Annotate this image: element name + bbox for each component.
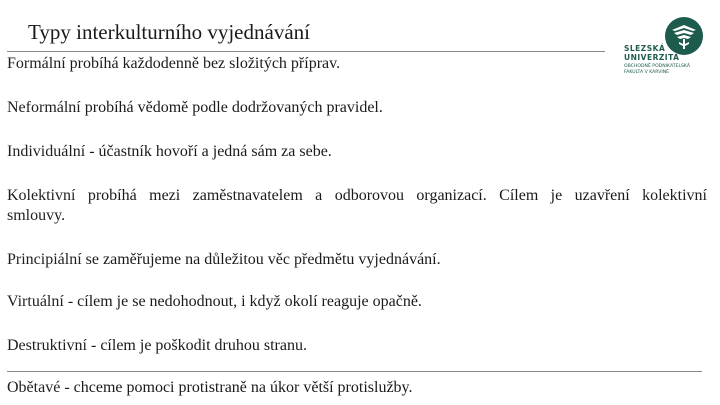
logo-sub-line-2: FAKULTA V KARVINÉ	[624, 70, 670, 75]
item-text: probíhá vědomě podle dodržovaných pravidel.	[80, 99, 383, 116]
item-text: probíhá mezi zaměstnavatelem a odborovou organizací. Cílem je uzavření	[75, 187, 643, 204]
list-item	[7, 54, 707, 74]
list-item	[7, 292, 707, 312]
item-text: - účastník hovoří a jedná sám za sebe.	[85, 143, 332, 160]
list-item	[7, 186, 707, 226]
list-item	[7, 98, 707, 118]
item-term: Neformální	[7, 99, 81, 116]
item-text: - cílem je poškodit druhou stranu.	[87, 337, 307, 354]
item-term-secondary: kolektivní smlouvy	[7, 187, 707, 224]
logo-line-2: UNIVERZITA	[624, 52, 680, 62]
item-term: Destruktivní	[7, 337, 87, 354]
item-tail: .	[61, 207, 66, 224]
item-term: Individuální	[7, 143, 86, 160]
item-text: probíhá každodenně bez složitých příprav.	[65, 55, 341, 72]
logo-line-1: SLEZSKÁ	[624, 44, 666, 53]
item-text: se zaměřujeme na důležitou věc předmětu vyjednávání.	[81, 251, 441, 268]
title-divider	[7, 51, 605, 52]
item-term: Virtuální	[7, 293, 64, 310]
slide-title: Typy interkulturního vyjednávání	[28, 20, 310, 44]
item-term: Obětavé	[7, 379, 61, 396]
item-term: Kolektivní	[7, 187, 76, 204]
list-item	[7, 378, 707, 398]
bottom-divider	[7, 371, 702, 372]
item-text: - cílem je se nedohodnout, i když okolí reaguje opačně.	[63, 293, 422, 310]
logo-sub-line-1: OBCHODNĚ PODNIKATELSKÁ	[624, 64, 690, 69]
item-term: Principiální	[7, 251, 82, 268]
list-item	[7, 142, 707, 162]
list-item	[7, 336, 707, 356]
item-text: - chceme pomoci protistraně na úkor větší protislužby.	[60, 379, 413, 396]
list-item	[7, 250, 707, 270]
item-term: Formální	[7, 55, 66, 72]
